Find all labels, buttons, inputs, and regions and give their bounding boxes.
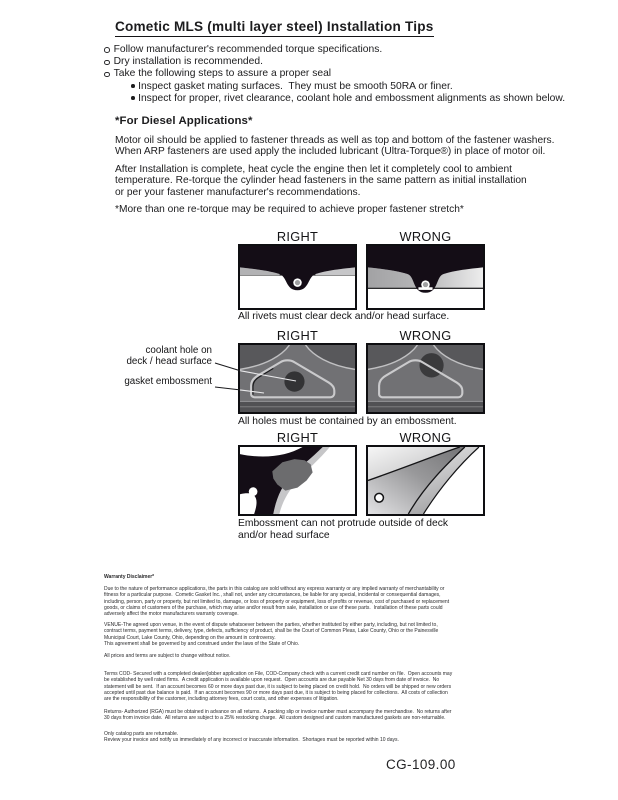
legal-line: adversely affect the motor manufacturers warranty coverage. [104,611,239,618]
legal-line: accepted until past due balance is paid. If an account becomes 90 or more days past due, it is subject to being placed for collections. All costs of collection [104,690,448,697]
paragraph-line: When ARP fasteners are used apply the included lubricant (Ultra-Torque®) in place of motor oil. [115,146,546,158]
sub-list-item [131,93,565,104]
paragraph-line: Motor oil should be applied to fastener threads as well as top and bottom of the fastener washers. [115,135,555,146]
legal-line: VENUE-The agreed upon venue, in the event of dispute whatsoever between the parties, whether instituted by either party, including, but not limited to, [104,622,438,628]
paragraph-line: After Installation is complete, heat cycle the engine then let it completely cool to ambient [115,164,512,175]
venue-paragraph [104,622,438,647]
rivet-clearance-wrong-image [368,246,483,308]
right-label: RIGHT [276,328,319,343]
list-item [104,56,565,67]
filled-bullet-icon [131,84,135,88]
open-bullet-icon [104,47,110,53]
catalog-page-code: CG-109.00 [386,757,456,772]
row1-caption: All rivets must clear deck and/or head surface. [238,311,450,322]
retorque-note: *More than one re-torque may be required to achieve proper fastener stretch* [115,204,464,215]
diagram-embossment-wrong [366,343,485,414]
rivet-clearance-right-image [240,246,355,308]
legal-line: Municipal Court, Lake County, Ohio, depending on the amount in controversy. [104,634,276,641]
callout-line: deck / head surface [126,355,212,367]
row2-caption: All holes must be contained by an embossment. [238,416,457,427]
legal-line: be established by well rated firms. A credit application is available upon request. Open accounts are due payable Net 30 days from date of invoice. No [104,677,440,684]
right-label: RIGHT [276,430,319,445]
legal-line: Only catalog parts are returnable. [104,731,179,737]
legal-line: This agreement shall be governed by and construed under the laws of the State of Ohio. [104,641,300,648]
wrong-label: WRONG [399,430,452,445]
sub-list-item [131,81,565,92]
gasket-embossment-callout: gasket embossment [124,376,212,387]
legal-line: Due to the nature of performance applications, the parts in this catalog are sold without any express warranty or any implied warranty of merchantability or [104,586,445,592]
prices-line: All prices and terms are subject to change without notice. [104,653,231,659]
diagram-embossment-right [238,343,357,414]
warranty-heading: Warranty Disclaimer* [104,574,155,580]
terms-paragraph [104,671,452,703]
paragraph-line: temperature. Re-torque the cylinder head fasteners in the same pattern as initial installation [115,175,527,187]
warranty-paragraph [104,586,449,618]
list-item-text: Dry installation is recommended. [113,56,263,68]
open-bullet-icon [104,72,110,78]
paragraph-line: or per your fastener manufacturer's recommendations. [115,186,361,198]
diesel-paragraph-1 [115,135,554,158]
right-label: RIGHT [276,229,319,244]
list-item-text: Inspect for proper, rivet clearance, coolant hole and embossment alignments as shown below. [138,92,566,104]
list-item-text: Follow manufacturer's recommended torque specifications. [113,44,383,55]
open-bullet-icon [104,60,110,66]
list-item [104,44,565,55]
legal-line: are the responsibility of the customer, including attorney fees, court costs, and other expenses of litigation. [104,696,339,703]
legal-line: goods, or claims of customers of the purchase, which may arise and/or result from sale, installation or use of these parts. Installation of these parts could [104,605,443,612]
diagram-rivet-right [238,244,357,310]
diagram-protrusion-wrong [366,445,485,516]
legal-line: including, person, party or property, but not limited to, damage, or loss of property or equipment, loss of profits or revenue, cost of purchased or replacement [104,598,450,605]
diagram-rivet-wrong [366,244,485,310]
legal-line: Terms COD- Secured with a completed dealer/jobber application on File, COD-Company check with a current credit card number on file. Open accounts may [104,671,453,677]
hole-embossment-right-image [240,345,355,412]
legal-line: Returns- Authorized (RGA) must be obtained in advance on all returns. A packing slip or invoice number must accompany the merchandise. No returns after [104,709,452,715]
hole-embossment-wrong-image [368,345,483,412]
protrusion-wrong-image [368,447,483,514]
legal-line: contract terms, payment terms, delivery, type, defects, sufficiency of product, shall be the Court of Common Pleas, Lake County, Ohio or the Painesville [104,628,439,635]
installation-tips-list [104,44,565,105]
coolant-hole-callout [60,346,212,368]
caption-line: and/or head surface [238,529,330,541]
diagram-protrusion-right [238,445,357,516]
callout-line: coolant hole on [145,345,212,356]
page-title: Cometic MLS (multi layer steel) Installation Tips [115,19,434,37]
list-item-text: Take the following steps to assure a proper seal [113,68,332,80]
row3-caption [238,518,448,541]
list-item-text: Inspect gasket mating surfaces. They must be smooth 50RA or finer. [138,80,453,92]
diesel-paragraph-2 [115,164,527,198]
legal-line: 30 days from invoice date. All returns are subject to a 25% restocking charge. All custom designed and custom manufactured gaskets are non-returnable. [104,715,446,722]
legal-line: statement will be sent. If an account becomes 60 or more days past due, it is subject to being placed on credit hold. No orders will be shipped or new orders [104,683,452,690]
list-item [104,68,565,79]
returnable-paragraph [104,731,399,744]
legal-line: Review your invoice and notify us immediately of any incorrect or inaccurate information. Shortages must be reported within 10 days. [104,737,399,744]
filled-bullet-icon [131,96,135,100]
wrong-label: WRONG [399,229,452,244]
returns-paragraph [104,709,451,722]
protrusion-right-image [240,447,355,514]
legal-line: fitness for a particular purpose. Cometic Gasket Inc., shall not, under any circumstances, be liable for any special, incidental or consequential damages, [104,592,441,599]
diesel-heading: *For Diesel Applications* [115,115,253,127]
caption-line: Embossment can not protrude outside of deck [238,518,449,529]
wrong-label: WRONG [399,328,452,343]
